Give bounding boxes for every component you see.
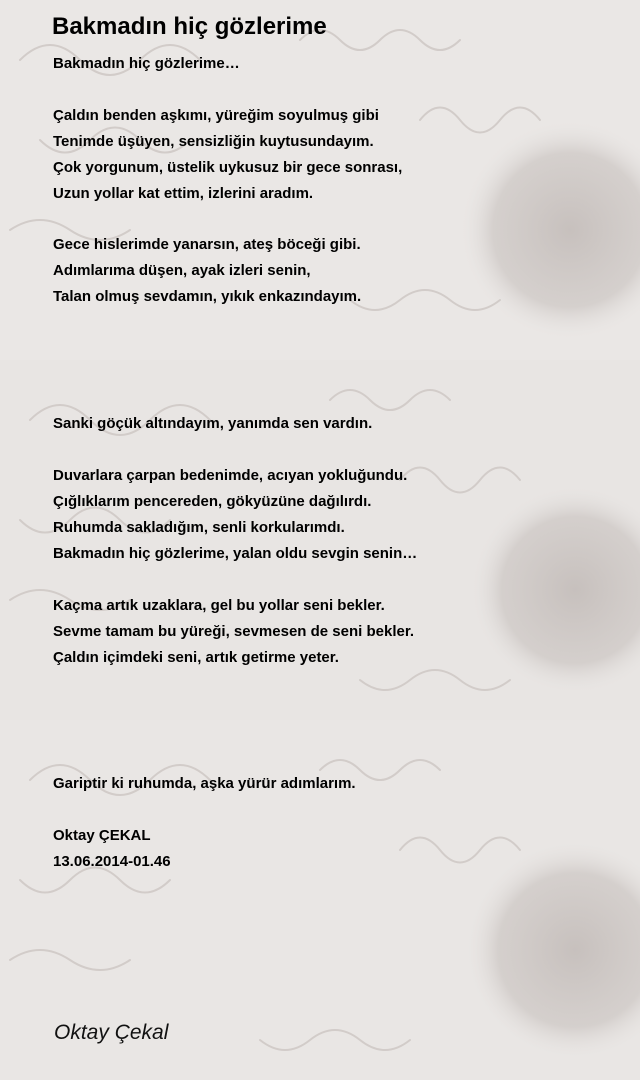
poem-line: Gece hislerimde yanarsın, ateş böceği gibi. xyxy=(53,236,361,253)
poem-line: Çığlıklarım pencereden, gökyüzüne dağılırdı. xyxy=(53,493,372,510)
poem-line: Ruhumda sakladığım, senli korkularımdı. xyxy=(53,519,345,536)
stanza-1 xyxy=(53,103,402,207)
poem-author: Oktay ÇEKAL xyxy=(53,827,151,844)
poem-subtitle: Bakmadın hiç gözlerime… xyxy=(53,55,240,72)
stanza-4 xyxy=(53,463,417,567)
poem-date: 13.06.2014-01.46 xyxy=(53,853,171,870)
poem-line: Çaldın benden aşkımı, yüreğim soyulmuş gibi xyxy=(53,107,379,124)
poem-line: Çok yorgunum, üstelik uykusuz bir gece sonrası, xyxy=(53,159,403,176)
poem-line: Sevme tamam bu yüreği, sevmesen de seni bekler. xyxy=(53,623,415,640)
poem-title: Bakmadın hiç gözlerime xyxy=(52,13,327,40)
stanza-3 xyxy=(53,411,372,437)
stanza-2 xyxy=(53,232,361,310)
poem-line: Tenimde üşüyen, sensizliğin kuytusundayım. xyxy=(53,133,374,150)
author-signature: Oktay Çekal xyxy=(54,1021,169,1044)
stanza-6 xyxy=(53,771,356,797)
poem-line: Kaçma artık uzaklara, gel bu yollar seni bekler. xyxy=(53,597,385,614)
poem-line: Duvarlara çarpan bedenimde, acıyan yokluğundu. xyxy=(53,467,408,484)
poem-line: Çaldın içimdeki seni, artık getirme yeter. xyxy=(53,649,339,666)
stanza-5 xyxy=(53,593,414,671)
poem-line: Bakmadın hiç gözlerime, yalan oldu sevgin senin… xyxy=(53,545,418,562)
poem-line: Uzun yollar kat ettim, izlerini aradım. xyxy=(53,185,314,202)
poem-line: Adımlarıma düşen, ayak izleri senin, xyxy=(53,262,311,279)
poem-line: Sanki göçük altındayım, yanımda sen vardın. xyxy=(53,415,373,432)
poem-line: Gariptir ki ruhumda, aşka yürür adımlarım. xyxy=(53,775,356,792)
poem-line: Talan olmuş sevdamın, yıkık enkazındayım. xyxy=(53,288,362,305)
